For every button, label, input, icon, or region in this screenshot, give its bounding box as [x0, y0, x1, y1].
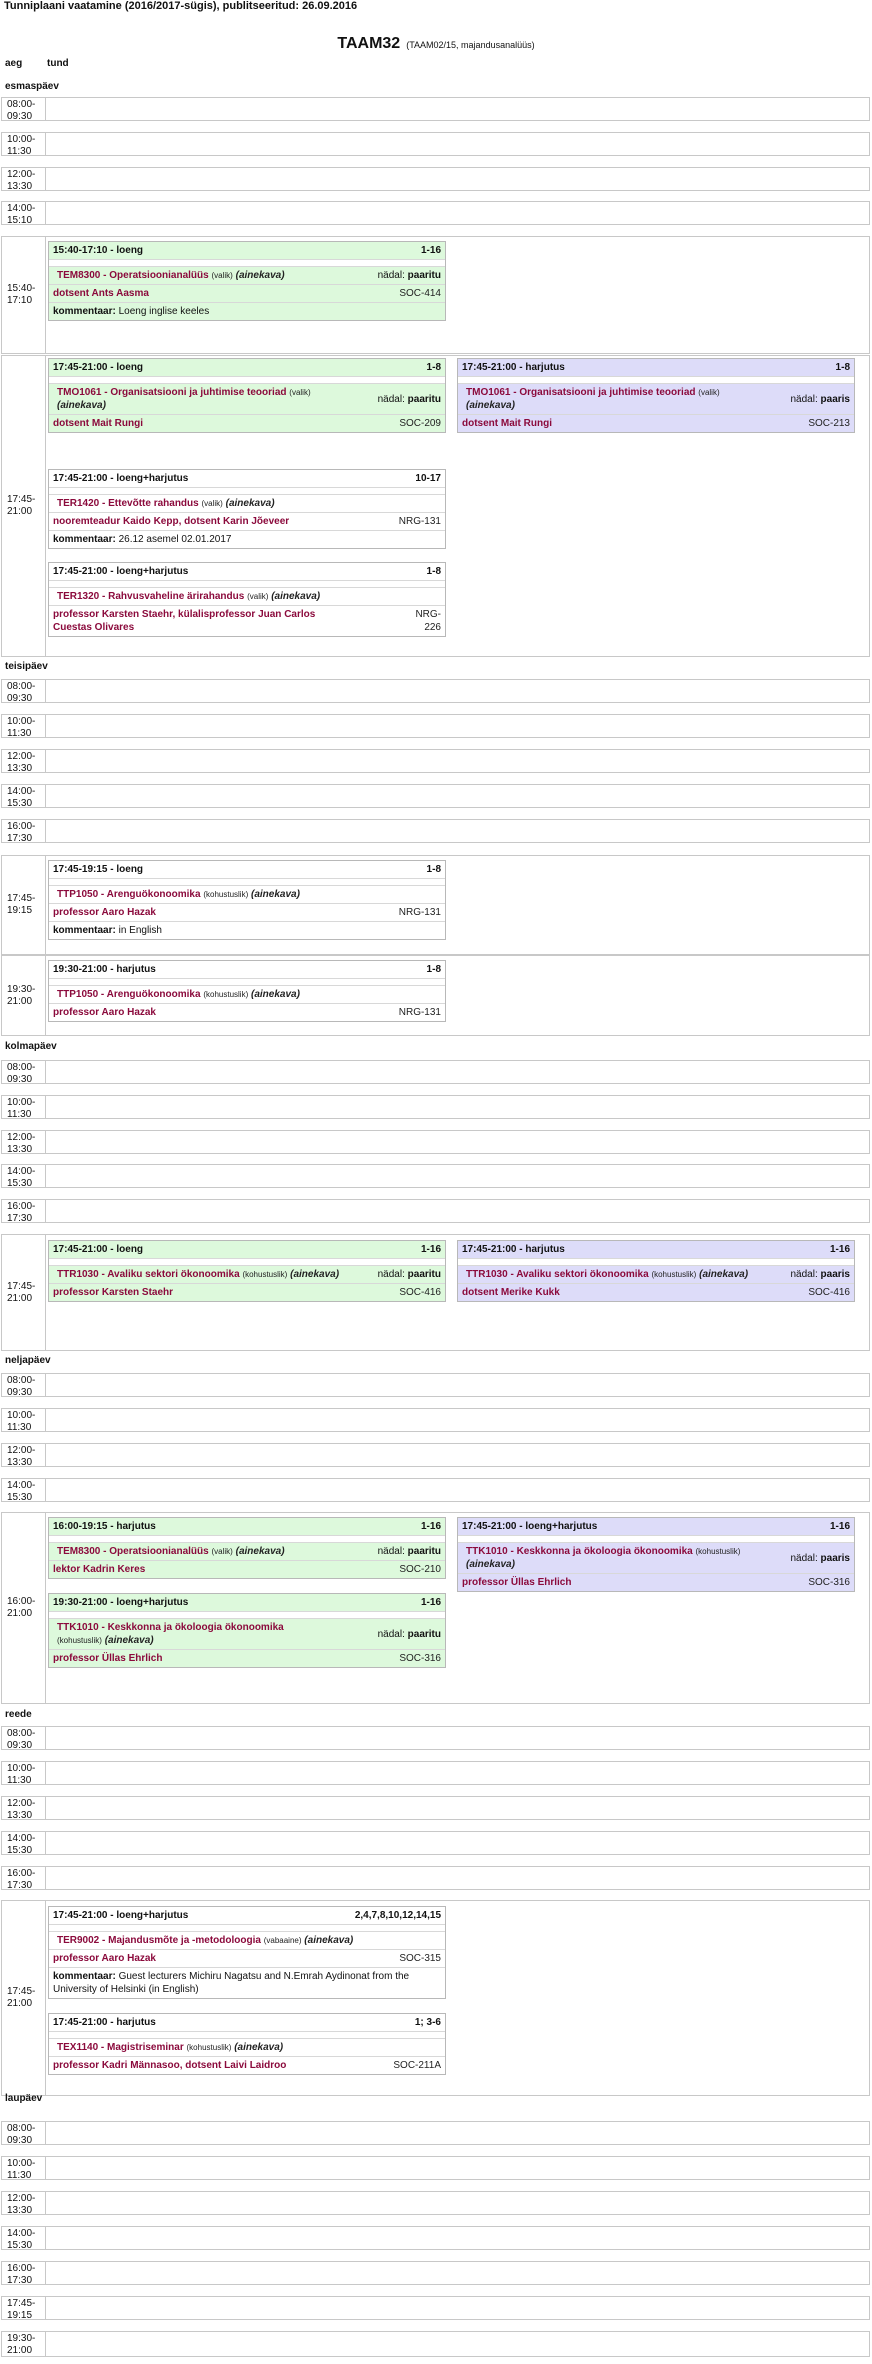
day-label-wednesday: kolmapäev [5, 1041, 57, 1052]
time-slot [1, 1373, 870, 1397]
teacher-link[interactable]: professor Aaro Hazak [53, 907, 156, 918]
time-slot [1, 714, 870, 738]
slot-time: 08:00- 09:30 [2, 1727, 46, 1749]
time-slot [1, 1866, 870, 1890]
slot-time: 17:45- 19:15 [2, 856, 46, 954]
lesson-card[interactable] [457, 1240, 855, 1302]
subject-kind: (kohustuslik) [695, 1547, 741, 1556]
lesson-weeks: 1-16 [829, 1244, 850, 1255]
syllabus-link[interactable]: (ainekava) [699, 1269, 749, 1280]
lesson-time-type: 19:30-21:00 - harjutus [53, 964, 156, 975]
week-type [378, 1545, 441, 1558]
lesson-weeks: 1-8 [426, 566, 441, 577]
lesson-card[interactable] [48, 1593, 446, 1668]
room: SOC-416 [808, 1287, 850, 1298]
slot-time: 12:00- 13:30 [2, 1797, 46, 1819]
subject-title: TER1420 - Ettevõtte rahandus [57, 498, 199, 509]
syllabus-link[interactable]: (ainekava) [251, 889, 300, 900]
lesson-time-type: 17:45-21:00 - harjutus [462, 362, 565, 373]
subject-kind: (kohustuslik) [57, 1636, 102, 1645]
lesson-time-type: 16:00-19:15 - harjutus [53, 1521, 156, 1532]
slot-time: 16:00- 21:00 [2, 1513, 46, 1703]
teacher-link[interactable]: lektor Kadrin Keres [53, 1564, 146, 1575]
time-slot [1, 1095, 870, 1119]
lesson-weeks: 1-16 [420, 1597, 441, 1608]
lesson-card[interactable] [48, 2013, 446, 2075]
lesson-weeks: 1-16 [829, 1521, 850, 1532]
slot-time: 08:00- 09:30 [2, 1061, 46, 1083]
week-type-label: nädal: [377, 1628, 405, 1640]
time-slot [1, 749, 870, 773]
slot-time: 16:00- 17:30 [2, 2262, 46, 2284]
lesson-weeks: 10-17 [415, 473, 441, 484]
lesson-weeks: 1-16 [420, 245, 441, 256]
slot-time: 10:00- 11:30 [2, 715, 46, 737]
lesson-weeks: 1-8 [835, 362, 850, 373]
room: SOC-210 [399, 1564, 441, 1575]
syllabus-link[interactable]: (ainekava) [271, 591, 321, 602]
time-slot [1, 2121, 870, 2145]
comment-text: 26.12 asemel 02.01.2017 [118, 534, 232, 545]
slot-time: 16:00- 17:30 [2, 820, 46, 842]
subject-title: TTP1050 - Arenguökonoomika [57, 889, 201, 900]
subject-title: TTR1030 - Avaliku sektori ökonoomika [57, 1269, 240, 1280]
subject-title: TTP1050 - Arenguökonoomika [57, 989, 201, 1000]
time-slot [1, 2156, 870, 2180]
syllabus-link[interactable]: (ainekava) [57, 400, 106, 411]
syllabus-link[interactable]: (ainekava) [251, 989, 300, 1000]
lesson-time-type: 17:45-21:00 - harjutus [462, 1244, 565, 1255]
syllabus-link[interactable]: (ainekava) [466, 1559, 515, 1570]
teacher-link[interactable]: dotsent Ants Aasma [53, 288, 149, 299]
lesson-time-type: 17:45-21:00 - loeng+harjutus [53, 566, 189, 577]
slot-time: 14:00- 15:10 [2, 202, 46, 224]
week-type-value: paaris [820, 1269, 850, 1280]
week-type-value: paaritu [407, 1546, 441, 1557]
time-slot [1, 1408, 870, 1432]
lesson-card[interactable] [48, 469, 446, 549]
lesson-weeks: 1-8 [426, 964, 441, 975]
week-type-value: paaris [820, 1552, 850, 1564]
lesson-weeks: 1-16 [420, 1521, 441, 1532]
subject-title: TER9002 - Majandusmõte ja -metodoloogia [57, 1935, 261, 1946]
group-subtitle: (TAAM02/15, majandusanalüüs) [406, 40, 535, 50]
subject-link[interactable] [462, 1268, 748, 1281]
syllabus-link[interactable]: (ainekava) [304, 1935, 354, 1946]
teacher-link[interactable]: dotsent Mait Rungi [53, 418, 143, 429]
subject-title: TMO1061 - Organisatsiooni ja juhtimise teooriad [57, 387, 287, 398]
week-type-value: paaritu [407, 1628, 441, 1640]
teacher-link[interactable]: professor Aaro Hazak [53, 1953, 156, 1964]
week-type [378, 269, 441, 282]
syllabus-link[interactable]: (ainekava) [235, 270, 285, 281]
comment-label: kommentaar: [53, 534, 116, 545]
subject-kind: (valik) [247, 592, 269, 601]
room: SOC-211A [393, 2060, 441, 2071]
lesson-weeks: 1-8 [426, 362, 441, 373]
time-slot [1, 1796, 870, 1820]
slot-time: 17:45- 21:00 [2, 356, 46, 656]
subject-link[interactable] [53, 386, 353, 412]
slot-time: 14:00- 15:30 [2, 1832, 46, 1854]
teacher-link[interactable]: nooremteadur Kaido Kepp, dotsent Karin Jõeveer [53, 516, 290, 527]
comment-text: Loeng inglise keeles [118, 306, 210, 317]
comment-label: kommentaar: [53, 1971, 116, 1982]
subject-title: TTK1010 - Keskkonna ja ökoloogia ökonoomika [466, 1546, 693, 1557]
group-code: TAAM32 [337, 35, 401, 52]
room: SOC-315 [399, 1953, 441, 1964]
lesson-time-type: 15:40-17:10 - loeng [53, 245, 144, 256]
subject-link[interactable] [53, 269, 285, 282]
column-header-lesson: tund [47, 58, 69, 69]
slot-time: 17:45- 21:00 [2, 1235, 46, 1350]
syllabus-link[interactable]: (ainekava) [234, 2042, 284, 2053]
room: SOC-213 [808, 418, 850, 429]
teacher-link[interactable]: professor Aaro Hazak [53, 1007, 156, 1018]
slot-time: 14:00- 15:30 [2, 785, 46, 807]
subject-link[interactable] [53, 988, 300, 1001]
week-type [378, 1628, 441, 1641]
subject-title: TMO1061 - Organisatsiooni ja juhtimise teooriad [466, 387, 696, 398]
subject-kind: (valik) [211, 1547, 233, 1556]
comment-label: kommentaar: [53, 306, 116, 317]
page-header: Tunniplaani vaatamine (2016/2017-sügis), publitseeritud: 26.09.2016 [4, 0, 358, 12]
subject-title: TTR1030 - Avaliku sektori ökonoomika [466, 1269, 649, 1280]
slot-time: 17:45- 19:15 [2, 2297, 46, 2319]
week-type [378, 1268, 441, 1281]
time-slot [1, 1060, 870, 1084]
subject-title: TER1320 - Rahvusvaheline ärirahandus [57, 591, 245, 602]
time-slot [1, 1478, 870, 1502]
comment-text: Guest lecturers Michiru Nagatsu and N.Emrah Aydinonat from the University of Helsinki (in English) [53, 1971, 410, 1995]
room: NRG-226 [415, 609, 441, 633]
week-type-value: paaritu [407, 270, 441, 281]
subject-kind: (valik) [201, 499, 223, 508]
subject-title: TEX1140 - Magistriseminar [57, 2042, 184, 2053]
day-label-monday: esmaspäev [5, 81, 59, 92]
subject-kind: (valik) [289, 388, 311, 397]
subject-link[interactable] [53, 1621, 303, 1647]
teacher-link[interactable]: professor Kadri Männasoo, dotsent Laivi Laidroo [53, 2060, 287, 2071]
syllabus-link[interactable]: (ainekava) [466, 400, 515, 411]
subject-link[interactable] [53, 590, 320, 603]
slot-time: 10:00- 11:30 [2, 133, 46, 155]
lesson-card[interactable] [48, 1517, 446, 1579]
time-slot [1, 1761, 870, 1785]
room: SOC-209 [399, 418, 441, 429]
room: SOC-316 [399, 1653, 441, 1664]
subject-link[interactable] [53, 2041, 283, 2054]
week-type-label: nädal: [377, 393, 405, 405]
week-type-value: paaritu [407, 1269, 441, 1280]
week-type [378, 393, 441, 406]
lesson-weeks: 1-16 [420, 1244, 441, 1255]
slot-time: 08:00- 09:30 [2, 680, 46, 702]
slot-time: 16:00- 17:30 [2, 1200, 46, 1222]
time-slot [1, 2191, 870, 2215]
lesson-time-type: 17:45-21:00 - loeng [53, 1244, 144, 1255]
lesson-time-type: 17:45-19:15 - loeng [53, 864, 144, 875]
slot-time: 19:30- 21:00 [2, 956, 46, 1035]
slot-time: 12:00- 13:30 [2, 2192, 46, 2214]
subject-kind: (kohustuslik) [651, 1270, 697, 1279]
subject-kind: (kohustuslik) [203, 990, 249, 999]
lesson-time-type: 17:45-21:00 - harjutus [53, 2017, 156, 2028]
comment [49, 530, 445, 548]
syllabus-link[interactable]: (ainekava) [290, 1269, 340, 1280]
subject-title: TEM8300 - Operatsioonianalüüs [57, 270, 209, 281]
teacher-link[interactable]: professor Üllas Ehrlich [53, 1653, 163, 1664]
time-slot [1, 97, 870, 121]
subject-kind: (kohustuslik) [186, 2043, 232, 2052]
time-slot [1, 1164, 870, 1188]
column-header-time: aeg [5, 58, 23, 69]
slot-time: 12:00- 13:30 [2, 1444, 46, 1466]
subject-kind: (vabaaine) [263, 1936, 302, 1945]
subject-link[interactable] [53, 1934, 353, 1947]
week-type [791, 1552, 851, 1565]
subject-kind: (kohustuslik) [203, 890, 249, 899]
lesson-card[interactable] [48, 358, 446, 433]
room: NRG-131 [398, 516, 441, 527]
teacher-link[interactable]: professor Üllas Ehrlich [462, 1577, 572, 1588]
subject-link[interactable] [53, 1545, 285, 1558]
lesson-weeks: 2,4,7,8,10,12,14,15 [354, 1910, 441, 1921]
slot-time: 10:00- 11:30 [2, 1409, 46, 1431]
subject-link[interactable] [462, 1545, 762, 1571]
time-slot [1, 2331, 870, 2357]
lesson-card[interactable] [48, 960, 446, 1022]
lesson-weeks: 1-8 [426, 864, 441, 875]
slot-time: 19:30- 21:00 [2, 2332, 46, 2356]
lesson-card[interactable] [48, 1906, 446, 1999]
subject-title: TEM8300 - Operatsioonianalüüs [57, 1546, 209, 1557]
time-slot [1, 1831, 870, 1855]
room: NRG-131 [398, 907, 441, 918]
syllabus-link[interactable]: (ainekava) [104, 1635, 154, 1646]
time-slot [1, 201, 870, 225]
time-slot [1, 1130, 870, 1154]
subject-link[interactable] [53, 888, 300, 901]
week-type-label: nädal: [377, 1546, 405, 1557]
day-label-saturday: laupäev [5, 2093, 43, 2104]
subject-link[interactable] [53, 497, 275, 510]
subject-link[interactable] [462, 386, 762, 412]
slot-time: 08:00- 09:30 [2, 2122, 46, 2144]
room: SOC-414 [399, 288, 441, 299]
syllabus-link[interactable]: (ainekava) [235, 1546, 285, 1557]
room: SOC-416 [399, 1287, 441, 1298]
slot-time: 16:00- 17:30 [2, 1867, 46, 1889]
subject-title: TTK1010 - Keskkonna ja ökoloogia ökonoomika [57, 1622, 284, 1633]
time-slot [1, 2226, 870, 2250]
week-type-label: nädal: [377, 1269, 405, 1280]
time-slot [1, 1726, 870, 1750]
week-type-value: paaris [820, 393, 850, 405]
room: NRG-131 [398, 1007, 441, 1018]
comment [49, 921, 445, 939]
lesson-card[interactable] [48, 562, 446, 637]
group-title [0, 34, 872, 55]
syllabus-link[interactable]: (ainekava) [225, 498, 275, 509]
lesson-card[interactable] [48, 860, 446, 940]
subject-kind: (kohustuslik) [242, 1270, 288, 1279]
slot-time: 15:40- 17:10 [2, 237, 46, 353]
lesson-time-type: 17:45-21:00 - loeng+harjutus [462, 1521, 598, 1532]
slot-time: 14:00- 15:30 [2, 2227, 46, 2249]
week-type-label: nädal: [790, 1269, 818, 1280]
slot-time: 08:00- 09:30 [2, 1374, 46, 1396]
week-type [791, 1268, 851, 1281]
subject-link[interactable] [53, 1268, 339, 1281]
week-type [791, 393, 851, 406]
time-slot [1, 2296, 870, 2320]
lesson-weeks: 1; 3-6 [414, 2017, 441, 2028]
lesson-card[interactable] [48, 1240, 446, 1302]
time-slot [1, 2261, 870, 2285]
slot-time: 14:00- 15:30 [2, 1165, 46, 1187]
time-slot [1, 167, 870, 191]
lesson-time-type: 17:45-21:00 - loeng+harjutus [53, 1910, 189, 1921]
slot-time: 10:00- 11:30 [2, 1762, 46, 1784]
lesson-time-type: 17:45-21:00 - loeng+harjutus [53, 473, 189, 484]
subject-kind: (valik) [211, 271, 233, 280]
day-label-tuesday: teisipäev [5, 661, 48, 672]
time-slot [1, 784, 870, 808]
comment [49, 1967, 445, 1998]
teacher-link[interactable]: dotsent Merike Kukk [462, 1287, 560, 1298]
week-type-label: nädal: [377, 270, 405, 281]
week-type-value: paaritu [407, 393, 441, 405]
teacher-link[interactable]: professor Karsten Staehr [53, 1287, 174, 1298]
teacher-link[interactable]: dotsent Mait Rungi [462, 418, 552, 429]
slot-time: 17:45- 21:00 [2, 1901, 46, 2095]
slot-time: 08:00- 09:30 [2, 98, 46, 120]
lesson-time-type: 17:45-21:00 - loeng [53, 362, 144, 373]
time-slot [1, 679, 870, 703]
slot-time: 12:00- 13:30 [2, 750, 46, 772]
lesson-card[interactable] [48, 241, 446, 321]
lesson-card[interactable] [457, 358, 855, 433]
week-type-label: nädal: [790, 393, 818, 405]
time-slot [1, 132, 870, 156]
time-slot [1, 1443, 870, 1467]
day-label-friday: reede [5, 1709, 32, 1720]
day-label-thursday: neljapäev [5, 1355, 51, 1366]
slot-time: 10:00- 11:30 [2, 1096, 46, 1118]
time-slot [1, 1199, 870, 1223]
comment-text: in English [118, 925, 162, 936]
slot-time: 12:00- 13:30 [2, 1131, 46, 1153]
time-slot [1, 819, 870, 843]
comment-label: kommentaar: [53, 925, 116, 936]
lesson-time-type: 19:30-21:00 - loeng+harjutus [53, 1597, 189, 1608]
slot-time: 14:00- 15:30 [2, 1479, 46, 1501]
teacher-link[interactable]: professor Karsten Staehr, külalisprofessor Juan Carlos Cuestas Olivares [53, 609, 316, 633]
comment [49, 302, 445, 320]
week-type-label: nädal: [790, 1552, 818, 1564]
slot-time: 10:00- 11:30 [2, 2157, 46, 2179]
lesson-card[interactable] [457, 1517, 855, 1592]
subject-kind: (valik) [698, 388, 720, 397]
room: SOC-316 [808, 1577, 850, 1588]
slot-time: 12:00- 13:30 [2, 168, 46, 190]
